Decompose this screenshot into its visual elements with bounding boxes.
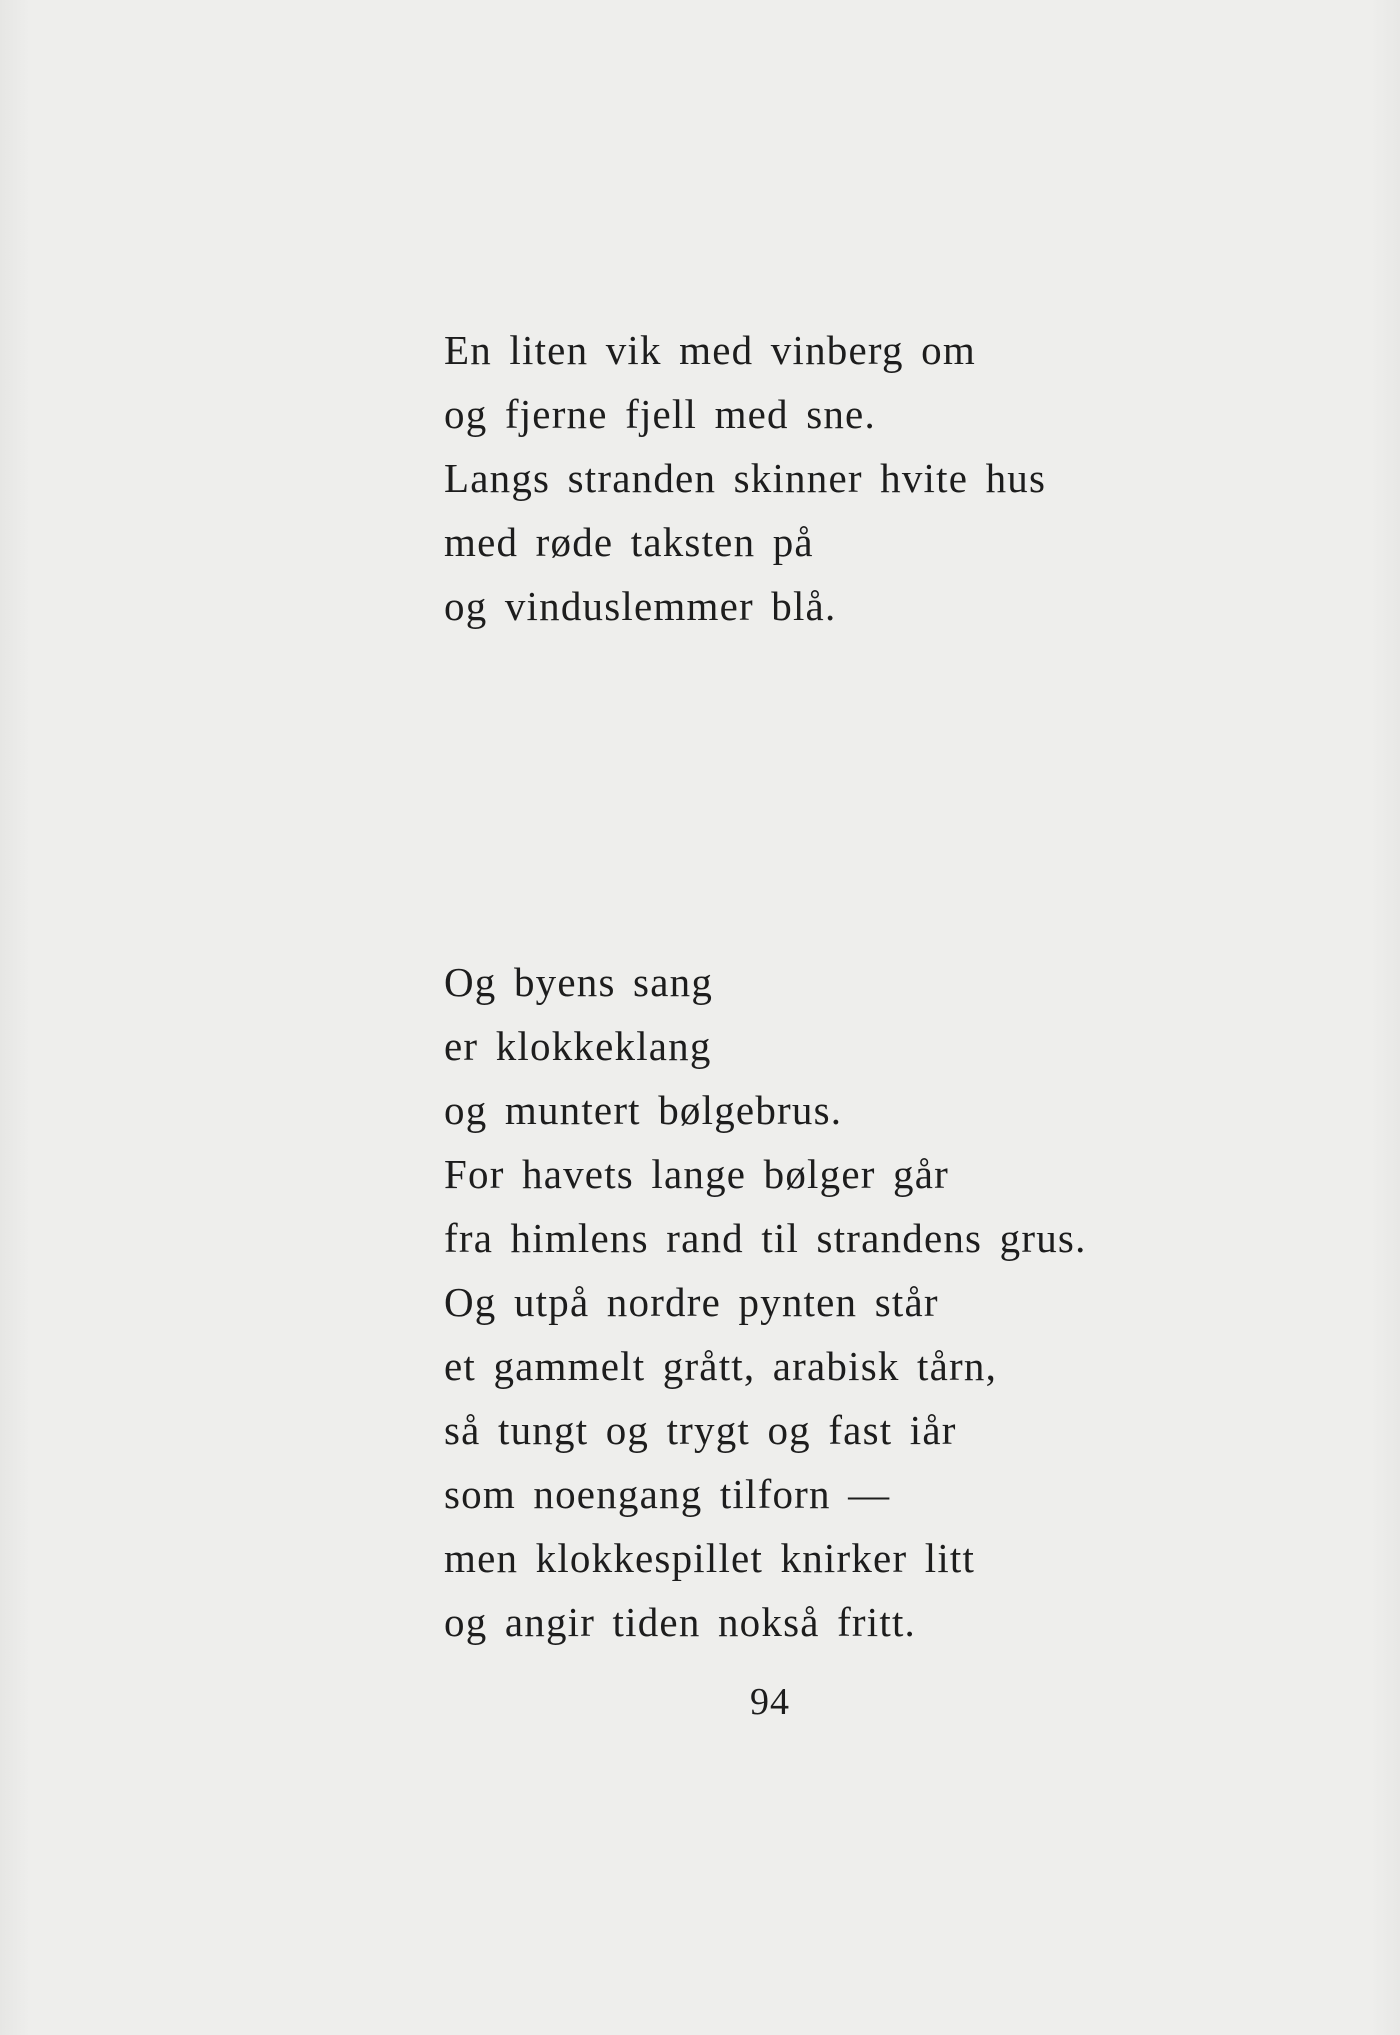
poem-line: og angir tiden nokså fritt. [444,1599,917,1645]
poem-line: men klokkespillet knirker litt [444,1535,976,1581]
poem-line: og muntert bølgebrus. [444,1087,843,1133]
poem-line: og fjerne fjell med sne. [444,391,876,437]
poem-line: For havets lange bølger går [444,1151,949,1197]
poem-line: Og byens sang [444,959,714,1005]
poem-line: som noengang tilforn — [444,1471,891,1517]
poem-line: med røde taksten på [444,519,814,565]
poem-line: En liten vik med vinberg om [444,327,976,373]
poem-line: er klokkeklang [444,1023,712,1069]
poem-stanza-1 [444,318,1046,638]
poem-line: Og utpå nordre pynten står [444,1279,939,1325]
page-number: 94 [750,1681,790,1723]
poem-line: og vinduslemmer blå. [444,583,837,629]
poem-line: så tungt og trygt og fast iår [444,1407,957,1453]
poem-line: Langs stranden skinner hvite hus [444,455,1047,501]
poem-line: fra himlens rand til strandens grus. [444,1215,1087,1261]
poem-line: et gammelt grått, arabisk tårn, [444,1343,998,1389]
poem-stanza-2 [444,950,1087,1654]
